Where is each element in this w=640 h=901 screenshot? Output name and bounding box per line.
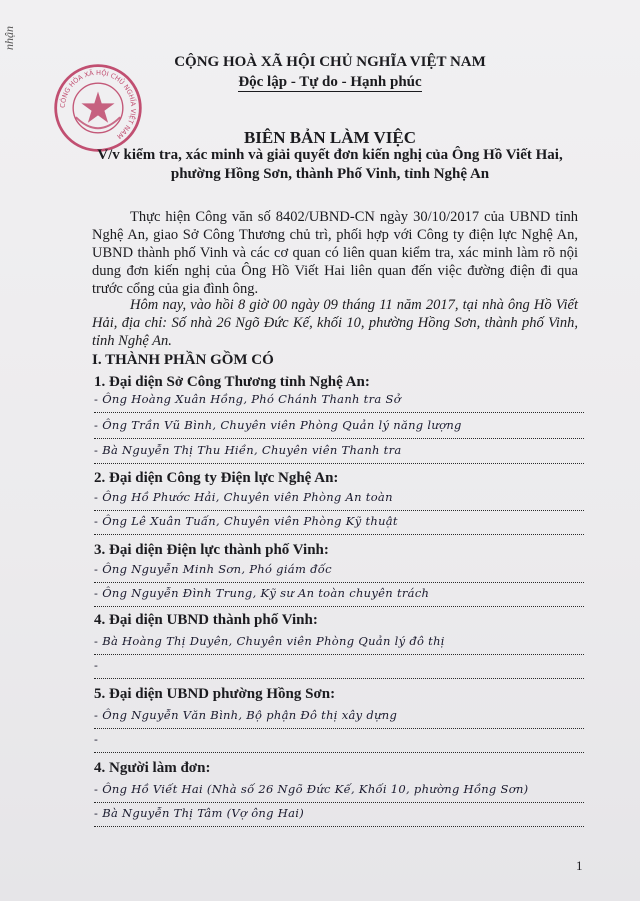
document-title: BIÊN BẢN LÀM VIỆC — [243, 128, 417, 147]
group-title: 4. Người làm đơn: — [94, 760, 211, 776]
group-title: 2. Đại diện Công ty Điện lực Nghệ An: — [94, 470, 339, 486]
section-heading: I. THÀNH PHẦN GỒM CÓ — [92, 352, 274, 368]
group-title: 5. Đại diện UBND phường Hồng Sơn: — [94, 686, 336, 702]
group-title: 4. Đại diện UBND thành phố Vinh: — [94, 612, 318, 628]
participant-line: - Ông Lê Xuân Tuấn, Chuyên viên Phòng Kỹ thuật — [94, 514, 584, 535]
document-subtitle-2: phường Hồng Sơn, thành Phố Vinh, tỉnh Nghệ An — [170, 166, 490, 182]
participant-line: - Ông Nguyễn Văn Bình, Bộ phận Đô thị xây dựng — [94, 708, 584, 729]
seal-star-icon — [81, 91, 114, 122]
participant-line: - Ông Hoàng Xuân Hồng, Phó Chánh Thanh tra Sở — [94, 392, 584, 413]
participant-line: - Bà Nguyễn Thị Thu Hiền, Chuyên viên Thanh tra — [94, 443, 584, 464]
participant-line: - Ông Hồ Phước Hải, Chuyên viên Phòng An toàn — [94, 490, 584, 511]
participant-line: - Ông Hồ Viết Hai (Nhà số 26 Ngõ Đức Kế, Khối 10, phường Hồng Sơn) — [94, 782, 584, 803]
participant-line: - Ông Nguyễn Minh Sơn, Phó giám đốc — [94, 562, 584, 583]
participant-line: - Bà Nguyễn Thị Tâm (Vợ ông Hai) — [94, 806, 584, 827]
participant-line: - Ông Nguyễn Đình Trung, Kỹ sư An toàn chuyên trách — [94, 586, 584, 607]
motto: Độc lập - Tự do - Hạnh phúc — [238, 74, 422, 90]
page-number: 1 — [576, 858, 583, 873]
participant-line: - — [94, 732, 584, 753]
group-title: 3. Đại diện Điện lực thành phố Vinh: — [94, 542, 329, 558]
country-name: CỘNG HOÀ XÃ HỘI CHỦ NGHĨA VIỆT NAM — [174, 54, 486, 70]
intro-paragraph: Thực hiện Công văn số 8402/UBND-CN ngày 30/10/2017 của UBND tỉnh Nghệ An, giao Sở Công Thương chủ trì, phối hợp với Công ty điện lực Nghệ An, UBND thành phố Vinh và các cơ quan có liên quan kiểm tra, xác minh làm rõ nội dung đơn kiến nghị của Ông Hồ Viết Hai liên quan đến việc đường điện đi qua trước cổng của gia đình ông. — [92, 209, 578, 297]
participant-line: - Bà Hoàng Thị Duyên, Chuyên viên Phòng Quản lý đô thị — [94, 634, 584, 655]
document-subtitle-1: V/v kiểm tra, xác minh và giải quyết đơn kiến nghị của Ông Hồ Viết Hai, — [97, 147, 563, 163]
participant-line: - — [94, 658, 584, 679]
group-title: 1. Đại diện Sở Công Thương tỉnh Nghệ An: — [94, 374, 370, 390]
seal-text: CÔNG HÒA XÃ HỘI CHỦ NGHĨA VIỆT NAM — [58, 68, 138, 141]
meeting-time-paragraph: Hôm nay, vào hồi 8 giờ 00 ngày 09 tháng 11 năm 2017, tại nhà ông Hồ Viết Hải, địa chỉ: Số nhà 26 Ngõ Đức Kế, khối 10, phường Hồng Sơn, thành phố Vinh, tỉnh Nghệ An. — [92, 297, 578, 349]
participant-line: - Ông Trần Vũ Bình, Chuyên viên Phòng Quản lý năng lượng — [94, 418, 584, 439]
margin-note: nhận — [2, 26, 16, 50]
